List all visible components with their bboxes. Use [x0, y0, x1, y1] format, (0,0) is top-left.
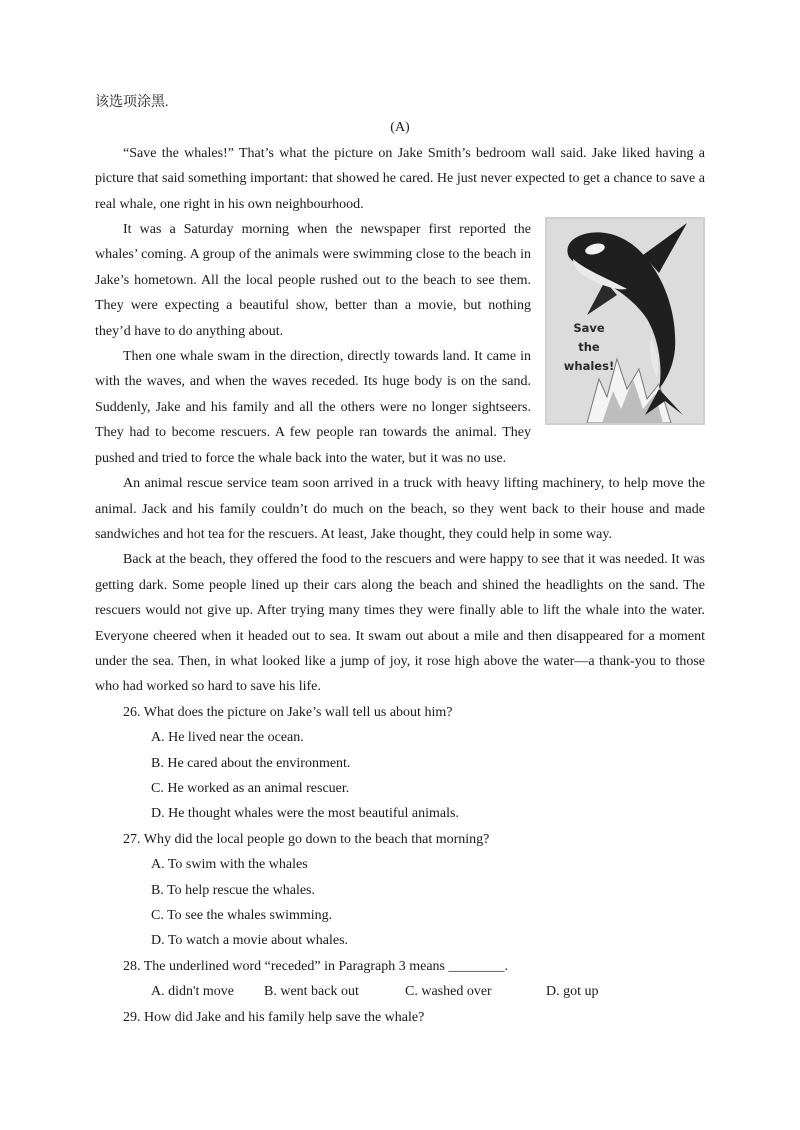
option-d: D. He thought whales were the most beautiful animals. [151, 806, 459, 822]
picture-caption [557, 319, 621, 376]
options-row [95, 979, 705, 1004]
option-a: A. He lived near the ocean. [151, 730, 304, 746]
option-b: B. went back out [264, 984, 359, 1000]
section-title: (A) [390, 120, 410, 136]
document-page [95, 90, 705, 1030]
option-d: D. To watch a movie about whales. [151, 933, 349, 949]
question-stem: 27. Why did the local people go down to the beach that morning? [123, 831, 490, 847]
option-c: C. He worked as an animal rescuer. [151, 780, 350, 796]
paragraph-1: “Save the whales!” That’s what the picture on Jake Smith’s bedroom wall said. Jake liked having a picture that said something important: that showed he cared. He just never expected to get a chance to save a real whale, one right in his own neighbourhood. [95, 145, 705, 212]
question-28 [95, 954, 705, 1005]
option-d: D. got up [546, 984, 599, 1000]
question-stem: 28. The underlined word “receded” in Paragraph 3 means ________. [123, 958, 509, 974]
caption-line-1: Save [573, 321, 605, 336]
option-b: B. He cared about the environment. [151, 755, 351, 771]
caption-line-2: the [578, 340, 600, 355]
caption-line-3: whales! [563, 359, 615, 374]
option-a: A. didn't move [151, 984, 235, 1000]
option-a: A. To swim with the whales [151, 857, 308, 873]
option-b: B. To help rescue the whales. [151, 882, 315, 898]
paragraph-3: Then one whale swam in the direction, directly towards land. It came in with the waves, and when the waves receded. Its huge body is on the sand. Suddenly, Jake and his family and all the others were no longer sightseers. They had to become rescuers. A few people ran towards the animal. They pushed and tried to force the whale back into the water, but it was no use. [95, 349, 531, 466]
question-stem: 26. What does the picture on Jake’s wall tell us about him? [123, 704, 453, 720]
question-26 [95, 700, 705, 827]
question-29 [95, 1005, 705, 1030]
option-c: C. To see the whales swimming. [151, 908, 333, 923]
paragraph-2: It was a Saturday morning when the newspaper first reported the whales’ coming. A group of the animals were swimming close to the beach in Jake’s hometown. All the local people rushed out to the beach to see them. They were expecting a beautiful show, better than a movie, but nothing they’d have to do anything about. [95, 222, 531, 339]
save-the-whales-picture [545, 217, 705, 425]
paragraph-4: An animal rescue service team soon arrived in a truck with heavy lifting machinery, to help move the animal. Jack and his family couldn’t do much on the beach, so they went back to their house and made sandwiches and hot tea for the rescuers. At least, Jake thought, they could help in some way. [95, 476, 705, 542]
question-stem: 29. How did Jake and his family help save the whale? [123, 1009, 425, 1025]
question-27 [95, 827, 705, 954]
paragraph-5: Back at the beach, they offered the food to the rescuers and were happy to see that it was needed. It was getting dark. Some people lined up their cars along the beach and shined the headlights on the sand. The rescuers would not give up. After trying many times they were finally able to lift the whale into the water. Everyone cheered when it headed out to sea. It swam out about a mile and then disappeared for a moment under the sea. Then, in what looked like a jump of joy, it rose high above the water—a thank-you to those who had worked so hard to save his life. [95, 552, 705, 695]
instruction-text: 该选项涂黑. [95, 95, 169, 110]
option-c: C. washed over [405, 984, 492, 1000]
